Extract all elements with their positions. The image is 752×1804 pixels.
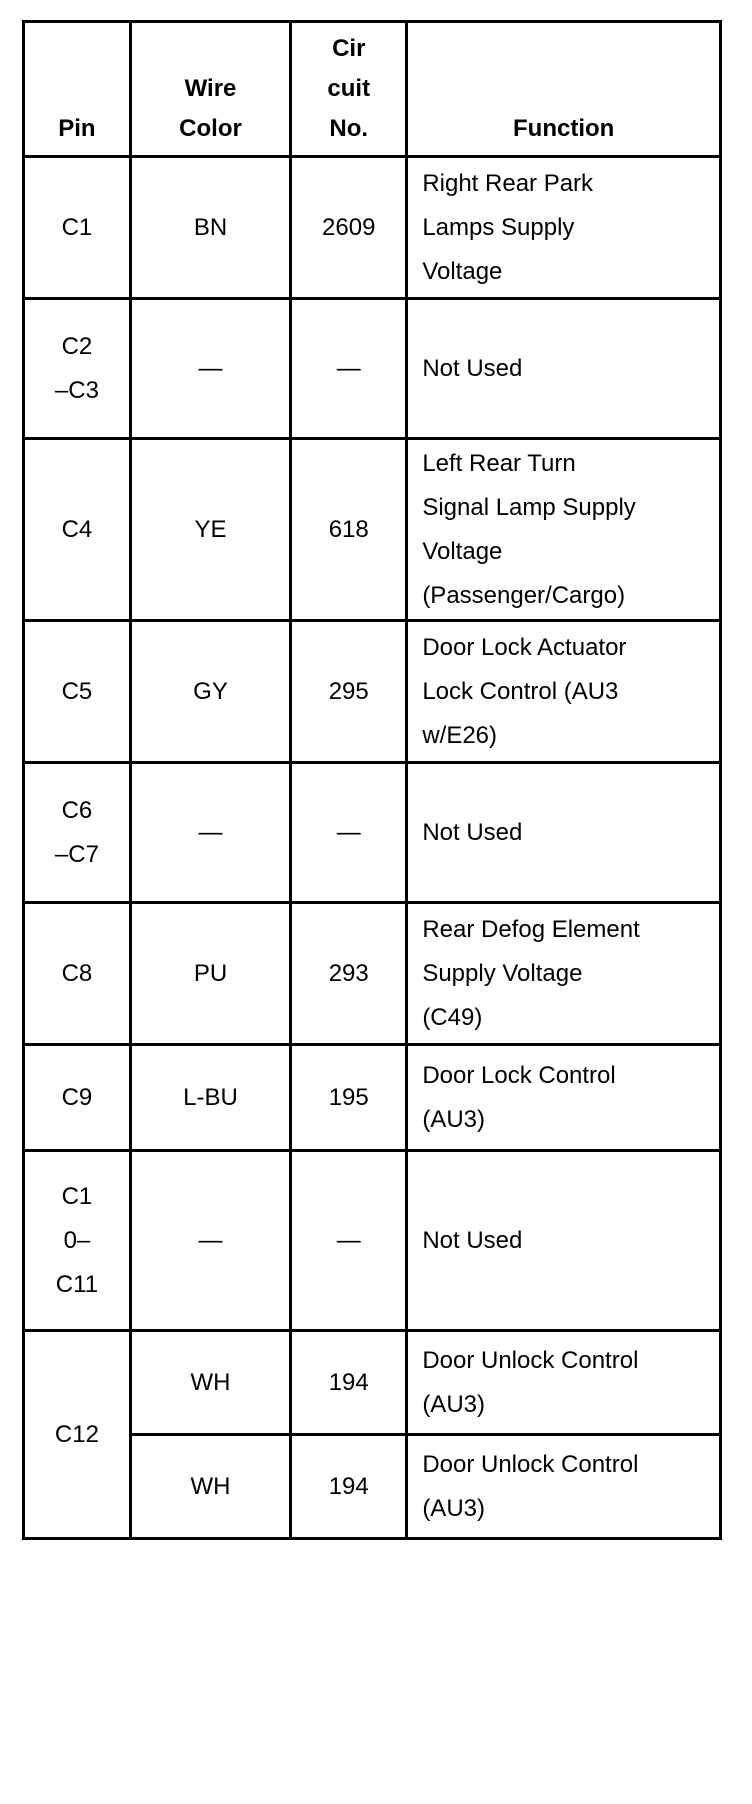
circuit-no-cell: 295 (291, 621, 407, 763)
wire-color-cell: GY (130, 621, 290, 763)
function-cell: Not Used (407, 1151, 721, 1331)
table-row (24, 299, 721, 439)
function-cell: Right Rear Park Lamps Supply Voltage (407, 157, 721, 299)
pin-table (22, 20, 722, 1540)
table-row (24, 1331, 721, 1435)
circuit-no-cell: — (291, 299, 407, 439)
table-row (24, 621, 721, 763)
pin-cell: C9 (24, 1045, 131, 1151)
wire-color-cell: WH (130, 1435, 290, 1539)
circuit-no-cell: — (291, 763, 407, 903)
header-row (24, 22, 721, 157)
wire-color-cell: — (130, 1151, 290, 1331)
header-pin: Pin (24, 22, 131, 157)
pin-cell: C4 (24, 439, 131, 621)
pin-cell: C12 (24, 1331, 131, 1539)
function-cell: Not Used (407, 299, 721, 439)
circuit-no-cell: 618 (291, 439, 407, 621)
table-row (24, 763, 721, 903)
wire-color-cell: L-BU (130, 1045, 290, 1151)
table-row (24, 157, 721, 299)
function-cell: Not Used (407, 763, 721, 903)
table-header (24, 22, 721, 157)
wire-color-cell: BN (130, 157, 290, 299)
wire-color-cell: WH (130, 1331, 290, 1435)
wire-color-cell: YE (130, 439, 290, 621)
circuit-no-cell: 293 (291, 903, 407, 1045)
pin-cell: C5 (24, 621, 131, 763)
table-body (24, 157, 721, 1539)
wire-color-cell: PU (130, 903, 290, 1045)
circuit-no-cell: 2609 (291, 157, 407, 299)
table-row (24, 1151, 721, 1331)
header-function: Function (407, 22, 721, 157)
table-row (24, 903, 721, 1045)
header-wire-color: Wire Color (130, 22, 290, 157)
header-circuit-no: Cir cuit No. (291, 22, 407, 157)
function-cell: Rear Defog Element Supply Voltage (C49) (407, 903, 721, 1045)
function-cell: Left Rear Turn Signal Lamp Supply Voltage (Passenger/Cargo) (407, 439, 721, 621)
pin-cell: C2 –C3 (24, 299, 131, 439)
circuit-no-cell: 195 (291, 1045, 407, 1151)
wire-color-cell: — (130, 299, 290, 439)
function-cell: Door Lock Control (AU3) (407, 1045, 721, 1151)
pin-cell: C6 –C7 (24, 763, 131, 903)
table-row (24, 439, 721, 621)
function-cell: Door Lock Actuator Lock Control (AU3 w/E26) (407, 621, 721, 763)
pin-cell: C1 (24, 157, 131, 299)
pin-cell: C1 0– C11 (24, 1151, 131, 1331)
function-cell: Door Unlock Control (AU3) (407, 1331, 721, 1435)
table-row (24, 1045, 721, 1151)
circuit-no-cell: 194 (291, 1435, 407, 1539)
wire-color-cell: — (130, 763, 290, 903)
pin-cell: C8 (24, 903, 131, 1045)
circuit-no-cell: — (291, 1151, 407, 1331)
function-cell: Door Unlock Control (AU3) (407, 1435, 721, 1539)
circuit-no-cell: 194 (291, 1331, 407, 1435)
